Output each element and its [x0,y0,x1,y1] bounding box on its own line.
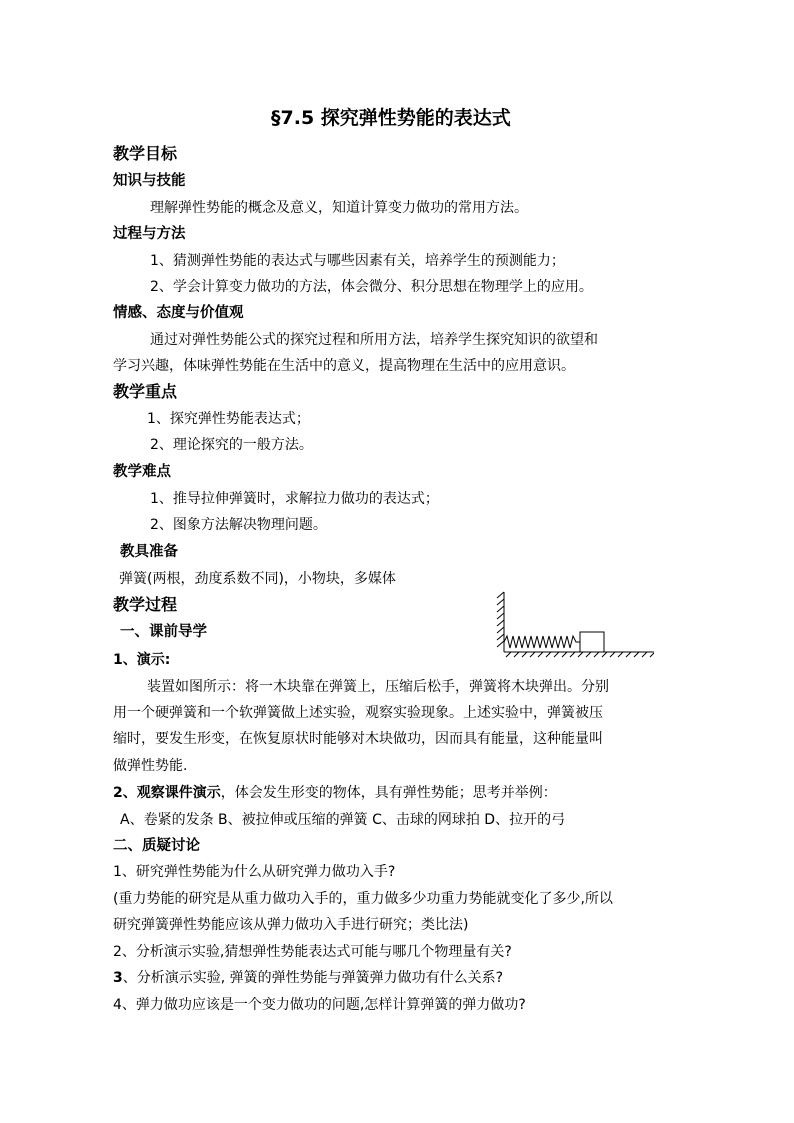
difficulty-item: 1、推导拉伸弹簧时，求解拉力做功的表达式； [150,491,439,507]
demo-paragraph-line: 装置如图所示：将一木块靠在弹簧上，压缩后松手，弹簧将木块弹出。分别 [147,679,609,695]
wall-icon [497,592,504,652]
equipment-text: 弹簧(两根，劲度系数不同)，小物块，多媒体 [119,571,396,587]
key-points-heading: 教学重点 [113,382,178,401]
block-icon [580,632,604,652]
equipment-heading: 教具准备 [120,544,178,560]
demo-paragraph-line: 用一个硬弹簧和一个软弹簧做上述实验，观察实验现象。上述实验中，弹簧被压 [113,705,603,721]
demo-paragraph-line: 缩时，要发生形变，在恢复原状时能够对木块做功，因而具有能量，这种能量叫 [113,731,603,747]
observe-rest: ，体会发生形变的物体，具有弹性势能；思考并举例： [220,785,557,801]
process-method-item: 2、学会计算变力做功的方法，体会微分、积分思想在物理学上的应用。 [150,279,593,295]
process-method-item: 1、猜测弹性势能的表达式与哪些因素有关，培养学生的预测能力； [150,253,565,269]
demo-heading: 1、演示: [113,652,171,668]
demo-paragraph-line: 做弹性势能. [113,758,188,774]
question-1: 1、研究弹性势能为什么从研究弹力做功入手? [113,864,396,880]
attitude-line: 通过对弹性势能公式的探究过程和所用方法，培养学生探究知识的欲望和 [150,332,598,348]
question-3-number: 3 [113,970,123,986]
spring-block-diagram [494,590,658,658]
examples-line: A、卷紧的发条 B、被拉伸或压缩的弹簧 C、击球的网球拍 D、拉开的弓 [120,812,566,828]
floor-icon [504,652,654,657]
knowledge-text: 理解弹性势能的概念及意义，知道计算变力做功的常用方法。 [150,200,528,216]
question-1-note-line: 研究弹簧弹性势能应该从弹力做功入手进行研究；类比法) [113,917,469,933]
observe-bold: 2、观察课件演示 [113,785,221,801]
question-4: 4、弹力做功应该是一个变力做功的问题,怎样计算弹簧的弹力做功? [113,997,526,1013]
question-1-note-line: (重力势能的研究是从重力做功入手的，重力做多少功重力势能就变化了多少,所以 [113,891,613,907]
pre-class-heading: 一、课前导学 [120,624,207,640]
question-2: 2、分析演示实验,猜想弹性势能表达式可能与哪几个物理量有关? [113,944,512,960]
process-method-heading: 过程与方法 [113,226,186,242]
teaching-process-heading: 教学过程 [113,595,178,614]
document-title: §7.5 探究弹性势能的表达式 [271,107,511,129]
question-3-text: 、分析演示实验, 弹簧的弹性势能与弹簧弹力做功有什么关系? [122,970,504,986]
difficulty-item: 2、图象方法解决物理问题。 [150,517,327,533]
question-3 [113,968,503,988]
attitude-heading: 情感、态度与价值观 [113,305,244,321]
key-point-item: 1、探究弹性势能表达式； [147,411,310,427]
observe-line [113,783,557,803]
discussion-heading: 二、质疑讨论 [113,838,200,854]
key-point-item: 2、理论探究的一般方法。 [150,437,313,453]
spring-icon [504,636,580,648]
difficulties-heading: 教学难点 [113,464,171,480]
knowledge-heading: 知识与技能 [113,173,186,189]
attitude-line: 学习兴趣，体味弹性势能在生活中的意义，提高物理在生活中的应用意识。 [113,358,575,374]
objectives-heading: 教学目标 [113,144,178,163]
